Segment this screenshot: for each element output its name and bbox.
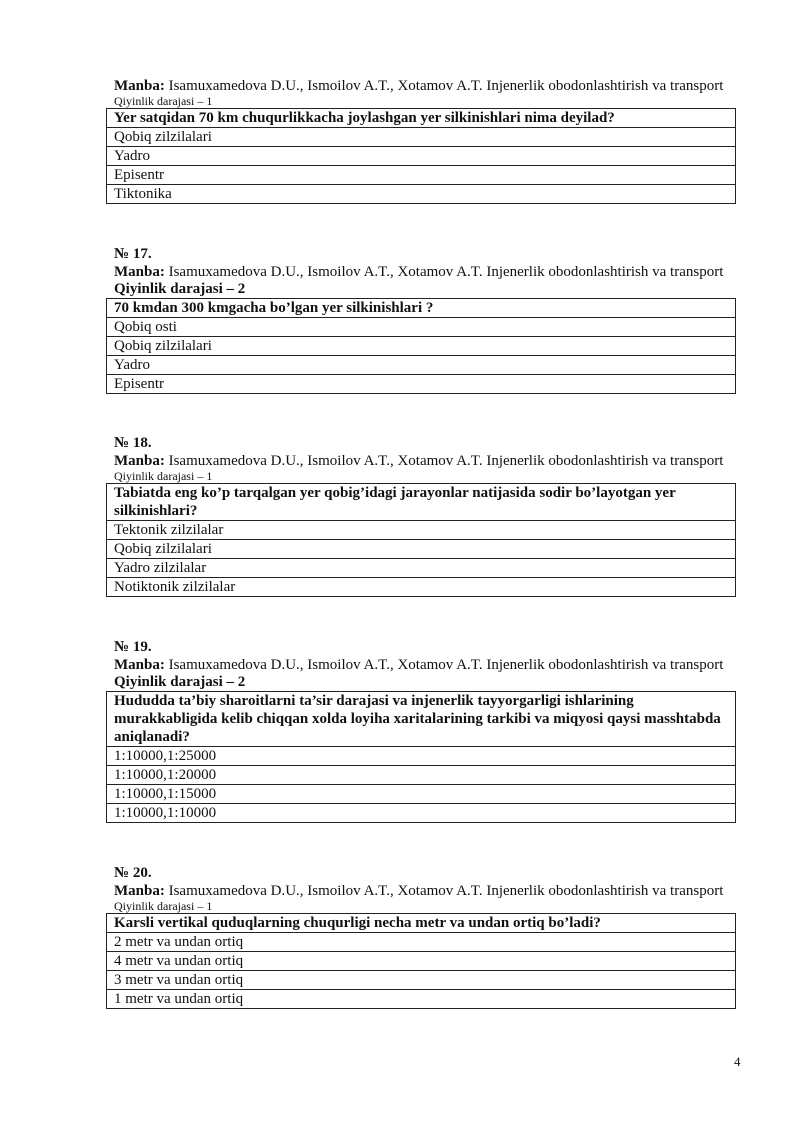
question-text: Hududda ta’biy sharoitlarni ta’sir darajasi va injenerlik tayyorgarligi ishlarining murakkabligida kelib chiqqan xolda loyiha xaritalarining tarkibi va miqyosi qaysi masshtabda aniqlanadi? bbox=[107, 692, 736, 747]
question-number: № 19. bbox=[114, 639, 152, 655]
source-text: Isamuxamedova D.U., Ismoilov A.T., Xotamov A.T. Injenerlik obodonlashtirish va transport bbox=[168, 883, 724, 899]
source-line bbox=[114, 452, 736, 470]
answer-option: 2 metr va undan ortiq bbox=[107, 933, 736, 952]
source-text: Isamuxamedova D.U., Ismoilov A.T., Xotamov A.T. Injenerlik obodonlashtirish va transport bbox=[168, 657, 724, 673]
source-line bbox=[114, 882, 736, 900]
source-label: Manba: bbox=[114, 78, 165, 94]
answer-option: 3 metr va undan ortiq bbox=[107, 971, 736, 990]
question-table bbox=[106, 298, 736, 394]
answer-option: Qobiq osti bbox=[107, 318, 736, 337]
difficulty-level: Qiyinlik darajasi – 1 bbox=[114, 899, 213, 913]
answer-option: 1:10000,1:20000 bbox=[107, 766, 736, 785]
answer-option: Qobiq zilzilalari bbox=[107, 540, 736, 559]
answer-option: Episentr bbox=[107, 166, 736, 185]
source-text: Isamuxamedova D.U., Ismoilov A.T., Xotamov A.T. Injenerlik obodonlashtirish va transport bbox=[168, 453, 724, 469]
question-table bbox=[106, 108, 736, 204]
question-19-block bbox=[114, 638, 736, 823]
question-text: 70 kmdan 300 kmgacha bo’lgan yer silkinishlari ? bbox=[107, 299, 736, 318]
difficulty-level: Qiyinlik darajasi – 1 bbox=[114, 469, 213, 483]
answer-option: 1:10000,1:25000 bbox=[107, 747, 736, 766]
answer-option: Episentr bbox=[107, 375, 736, 394]
question-table bbox=[106, 483, 736, 597]
source-text: Isamuxamedova D.U., Ismoilov A.T., Xotamov A.T. Injenerlik obodonlashtirish va transport bbox=[168, 264, 724, 280]
question-18-block bbox=[114, 434, 736, 597]
question-table bbox=[106, 913, 736, 1009]
difficulty-level: Qiyinlik darajasi – 1 bbox=[114, 94, 213, 108]
question-table bbox=[106, 691, 736, 823]
answer-option: Tiktonika bbox=[107, 185, 736, 204]
question-text: Yer satqidan 70 km chuqurlikkacha joylashgan yer silkinishlari nima deyilad? bbox=[107, 109, 736, 128]
question-20-block bbox=[114, 864, 736, 1009]
page-number: 4 bbox=[734, 1054, 741, 1069]
question-number: № 17. bbox=[114, 246, 152, 262]
answer-option: Qobiq zilzilalari bbox=[107, 337, 736, 356]
question-17-block bbox=[114, 245, 736, 394]
question-16-block bbox=[114, 77, 736, 204]
source-label: Manba: bbox=[114, 883, 165, 899]
source-label: Manba: bbox=[114, 657, 165, 673]
source-text: Isamuxamedova D.U., Ismoilov A.T., Xotamov A.T. Injenerlik obodonlashtirish va transport bbox=[168, 78, 724, 94]
answer-option: 1 metr va undan ortiq bbox=[107, 990, 736, 1009]
difficulty-level: Qiyinlik darajasi – 2 bbox=[114, 281, 246, 297]
question-text: Tabiatda eng ko’p tarqalgan yer qobig’idagi jarayonlar natijasida sodir bo’layotgan yer silkinishlari? bbox=[107, 484, 736, 521]
source-line bbox=[114, 263, 736, 281]
source-label: Manba: bbox=[114, 264, 165, 280]
answer-option: 4 metr va undan ortiq bbox=[107, 952, 736, 971]
source-line bbox=[114, 77, 736, 95]
question-number: № 20. bbox=[114, 865, 152, 881]
question-text: Karsli vertikal quduqlarning chuqurligi necha metr va undan ortiq bo’ladi? bbox=[107, 914, 736, 933]
difficulty-level: Qiyinlik darajasi – 2 bbox=[114, 674, 246, 690]
source-label: Manba: bbox=[114, 453, 165, 469]
answer-option: 1:10000,1:10000 bbox=[107, 804, 736, 823]
answer-option: Yadro bbox=[107, 147, 736, 166]
answer-option: Tektonik zilzilalar bbox=[107, 521, 736, 540]
answer-option: 1:10000,1:15000 bbox=[107, 785, 736, 804]
question-number: № 18. bbox=[114, 435, 152, 451]
answer-option: Yadro zilzilalar bbox=[107, 559, 736, 578]
source-line bbox=[114, 656, 736, 674]
answer-option: Notiktonik zilzilalar bbox=[107, 578, 736, 597]
answer-option: Yadro bbox=[107, 356, 736, 375]
answer-option: Qobiq zilzilalari bbox=[107, 128, 736, 147]
